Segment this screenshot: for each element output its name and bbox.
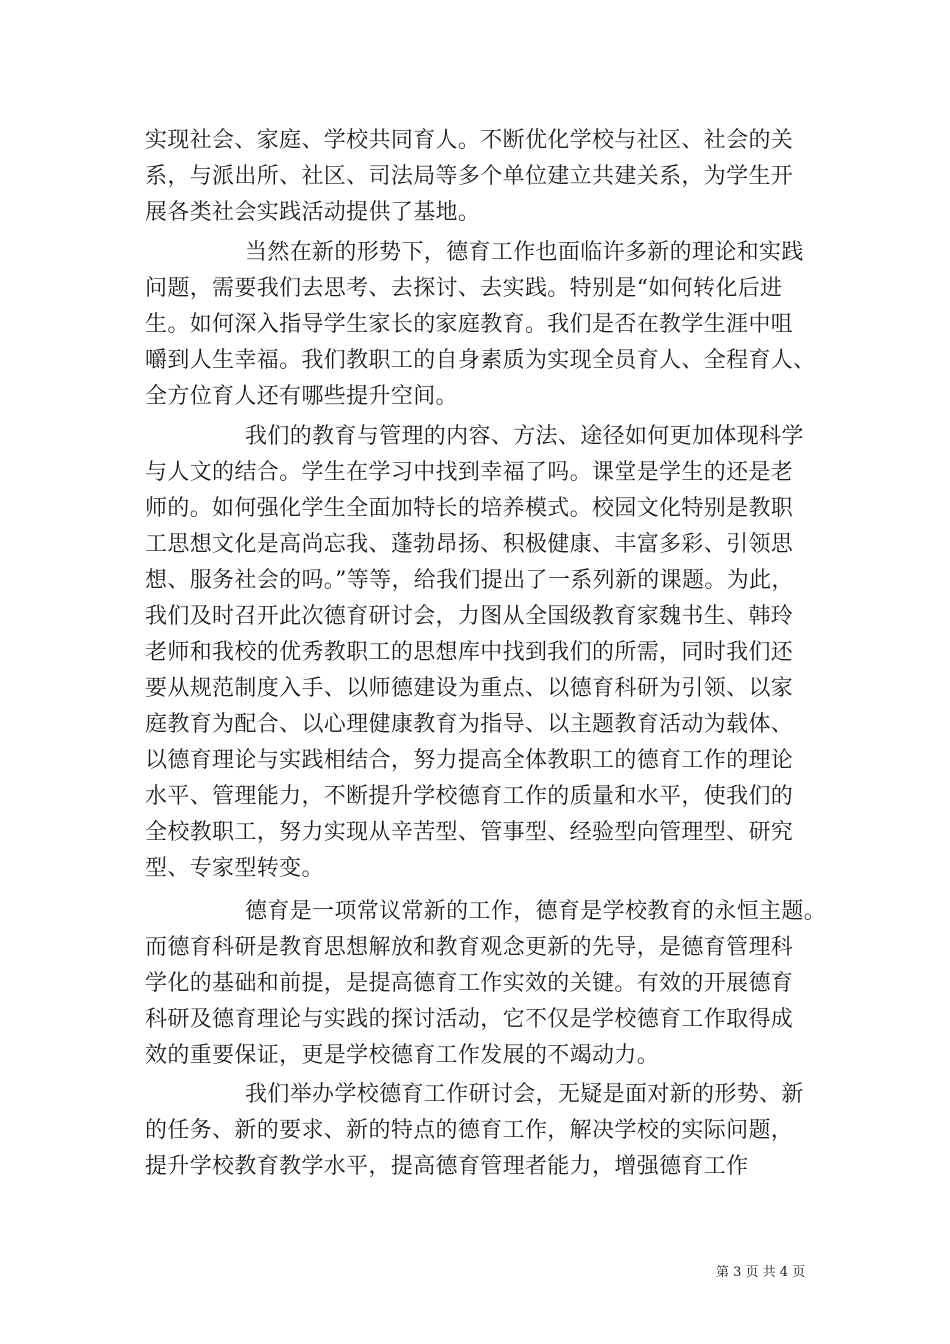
text-line: 生。如何深入指导学生家长的家庭教育。我们是否在教学生涯中咀 xyxy=(145,312,794,337)
text-line: 而德育科研是教育思想解放和教育观念更新的先导，是德育管理科 xyxy=(145,935,794,960)
text-line: 系，与派出所、社区、司法局等多个单位建立共建关系，为学生开 xyxy=(145,164,794,189)
text-line: 科研及德育理论与实践的探讨活动，它不仅是学校德育工作取得成 xyxy=(145,1007,794,1032)
text-line: 效的重要保证，更是学校德育工作发展的不竭动力。 xyxy=(145,1043,660,1068)
page-number-footer: 第 3 页 共 4 页 xyxy=(716,1265,806,1280)
text-line: 想、服务社会的吗。”等等，给我们提出了一系列新的课题。为此， xyxy=(145,568,794,593)
text-line: 实现社会、家庭、学校共同育人。不断优化学校与社区、社会的关 xyxy=(145,128,794,153)
text-line: 老师和我校的优秀教职工的思想库中找到我们的所需，同时我们还 xyxy=(145,640,794,665)
paragraph-first-line: 当然在新的形势下，德育工作也面临许多新的理论和实践 xyxy=(245,240,804,265)
text-line: 全方位育人还有哪些提升空间。 xyxy=(145,384,458,409)
text-line: 要从规范制度入手、以师德建设为重点、以德育科研为引领、以家 xyxy=(145,676,794,701)
text-line: 全校教职工，努力实现从辛苦型、管事型、经验型向管理型、研究 xyxy=(145,820,794,845)
text-line: 展各类社会实践活动提供了基地。 xyxy=(145,200,481,225)
text-line: 嚼到人生幸福。我们教职工的自身素质为实现全员育人、全程育人、 xyxy=(145,348,816,373)
text-line: 水平、管理能力，不断提升学校德育工作的质量和水平，使我们的 xyxy=(145,784,794,809)
text-line: 我们及时召开此次德育研讨会，力图从全国级教育家魏书生、韩玲 xyxy=(145,604,794,629)
paragraph-first-line: 德育是一项常议常新的工作，德育是学校教育的永恒主题。 xyxy=(245,899,827,924)
text-line: 提升学校教育教学水平，提高德育管理者能力，增强德育工作 xyxy=(145,1154,749,1179)
text-line: 工思想文化是高尚忘我、蓬勃昂扬、积极健康、丰富多彩、引领思 xyxy=(145,532,794,557)
text-line: 问题，需要我们去思考、去探讨、去实践。特别是“如何转化后进 xyxy=(145,276,783,301)
text-line: 师的。如何强化学生全面加特长的培养模式。校园文化特别是教职 xyxy=(145,496,794,521)
text-line: 学化的基础和前提，是提高德育工作实效的关键。有效的开展德育 xyxy=(145,971,794,996)
text-line: 型、专家型转变。 xyxy=(145,856,324,881)
paragraph-first-line: 我们举办学校德育工作研讨会，无疑是面对新的形势、新 xyxy=(245,1082,804,1107)
text-line: 庭教育为配合、以心理健康教育为指导、以主题教育活动为载体、 xyxy=(145,712,794,737)
text-line: 与人文的结合。学生在学习中找到幸福了吗。课堂是学生的还是老 xyxy=(145,460,794,485)
text-line: 以德育理论与实践相结合，努力提高全体教职工的德育工作的理论 xyxy=(145,748,794,773)
text-line: 的任务、新的要求、新的特点的德育工作，解决学校的实际问题， xyxy=(145,1118,794,1143)
paragraph-first-line: 我们的教育与管理的内容、方法、途径如何更加体现科学 xyxy=(245,424,804,449)
